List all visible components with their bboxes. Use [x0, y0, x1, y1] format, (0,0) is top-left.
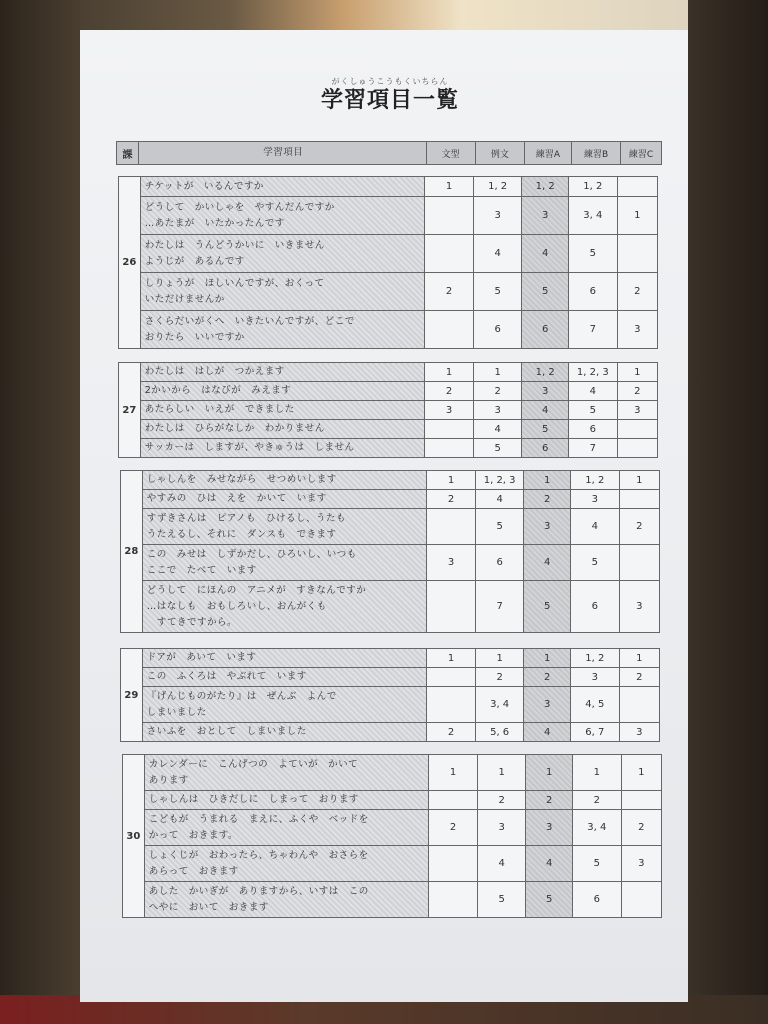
table-row — [121, 509, 660, 545]
cell-a: 6 — [522, 439, 569, 458]
cell-a: 4 — [522, 401, 569, 420]
header-renshu-c: 練習C — [621, 142, 662, 165]
cell-c: 3 — [617, 311, 657, 349]
learning-item: ドアが あいて います — [142, 649, 427, 668]
table-row — [123, 755, 662, 791]
cell-b: 1 — [572, 755, 621, 791]
header-renshu-b: 練習B — [571, 142, 620, 165]
lesson-number: 27 — [119, 363, 141, 458]
cell-b: 4 — [568, 382, 617, 401]
page-title: 学習項目一覧 — [320, 88, 459, 113]
cell-a: 5 — [522, 420, 569, 439]
cell-b: 3, 4 — [568, 197, 617, 235]
table-row — [119, 439, 658, 458]
cell-example: 1 — [477, 755, 526, 791]
cell-a: 5 — [524, 581, 571, 633]
cell-example: 1 — [475, 649, 524, 668]
cell-grammar — [429, 791, 478, 810]
cell-grammar — [425, 439, 474, 458]
cell-b: 6 — [572, 882, 621, 918]
cell-grammar — [425, 420, 474, 439]
header-table — [116, 141, 662, 165]
cell-grammar — [427, 509, 476, 545]
cell-grammar: 1 — [427, 649, 476, 668]
cell-c: 1 — [617, 197, 657, 235]
cell-b: 7 — [568, 311, 617, 349]
lesson-number: 26 — [119, 177, 141, 349]
table-row — [121, 687, 660, 723]
cell-c — [617, 420, 657, 439]
cell-b: 1, 2 — [570, 471, 619, 490]
cell-c: 2 — [621, 810, 661, 846]
table-row — [119, 311, 658, 349]
learning-item: わたしは うんどうかいに いきません ようじが あるんです — [140, 235, 425, 273]
cell-grammar — [429, 846, 478, 882]
cell-example: 5 — [475, 509, 524, 545]
cell-grammar — [427, 668, 476, 687]
cell-a: 1 — [524, 471, 571, 490]
cell-c: 2 — [619, 668, 659, 687]
cell-a: 4 — [524, 545, 571, 581]
cell-a: 3 — [524, 509, 571, 545]
background-right-edge — [688, 0, 768, 1024]
cell-b: 1, 2, 3 — [568, 363, 617, 382]
cell-example: 3 — [477, 810, 526, 846]
cell-c: 3 — [621, 846, 661, 882]
cell-example: 3 — [473, 197, 522, 235]
cell-grammar: 3 — [427, 545, 476, 581]
cell-example: 4 — [477, 846, 526, 882]
learning-item: さいふを おとして しまいました — [142, 723, 427, 742]
cell-c: 3 — [619, 723, 659, 742]
cell-grammar: 1 — [427, 471, 476, 490]
lesson-number: 29 — [121, 649, 143, 742]
learning-item: カレンダーに こんげつの よていが かいて あります — [144, 755, 429, 791]
cell-grammar: 1 — [429, 755, 478, 791]
learning-item: この みせは しずかだし、ひろいし、いつも ここで たべて います — [142, 545, 427, 581]
cell-example: 6 — [473, 311, 522, 349]
cell-c: 1 — [621, 755, 661, 791]
table-row — [119, 273, 658, 311]
cell-example: 1 — [473, 363, 522, 382]
cell-grammar: 1 — [425, 177, 474, 197]
cell-grammar: 3 — [425, 401, 474, 420]
cell-a: 5 — [522, 273, 569, 311]
table-row — [123, 791, 662, 810]
cell-a: 3 — [526, 810, 573, 846]
cell-c — [621, 791, 661, 810]
cell-example: 2 — [477, 791, 526, 810]
cell-a: 2 — [526, 791, 573, 810]
cell-c: 2 — [619, 509, 659, 545]
cell-c: 2 — [617, 382, 657, 401]
cell-a: 5 — [526, 882, 573, 918]
cell-example: 4 — [475, 490, 524, 509]
learning-item: やすみの ひは えを かいて います — [142, 490, 427, 509]
cell-example: 5 — [477, 882, 526, 918]
learning-item: 『げんじものがたり』は ぜんぶ よんで しまいました — [142, 687, 427, 723]
cell-example: 3 — [473, 401, 522, 420]
cell-b: 3 — [570, 490, 619, 509]
cell-b: 3 — [570, 668, 619, 687]
lesson-table-29 — [120, 648, 660, 742]
cell-c — [617, 177, 657, 197]
cell-grammar: 2 — [429, 810, 478, 846]
cell-grammar: 1 — [425, 363, 474, 382]
cell-example: 1, 2 — [473, 177, 522, 197]
learning-item: わたしは はしが つかえます — [140, 363, 425, 382]
cell-a: 4 — [524, 723, 571, 742]
learning-item: あたらしい いえが できました — [140, 401, 425, 420]
cell-a: 6 — [522, 311, 569, 349]
cell-b: 5 — [572, 846, 621, 882]
cell-c — [617, 439, 657, 458]
table-row — [121, 490, 660, 509]
header-example: 例文 — [475, 142, 524, 165]
cell-grammar: 2 — [425, 273, 474, 311]
learning-item: わたしは ひらがなしか わかりません — [140, 420, 425, 439]
cell-a: 2 — [524, 668, 571, 687]
cell-example: 5 — [473, 273, 522, 311]
cell-example: 1, 2, 3 — [475, 471, 524, 490]
cell-a: 1, 2 — [522, 177, 569, 197]
table-row — [121, 471, 660, 490]
cell-grammar — [427, 687, 476, 723]
cell-a: 1 — [524, 649, 571, 668]
learning-item: サッカーは しますが、やきゅうは しません — [140, 439, 425, 458]
table-row — [119, 401, 658, 420]
lesson-number: 28 — [121, 471, 143, 633]
cell-c: 3 — [617, 401, 657, 420]
learning-item: しゃしんを みせながら せつめいします — [142, 471, 427, 490]
cell-a: 4 — [522, 235, 569, 273]
cell-a: 3 — [524, 687, 571, 723]
cell-b: 3, 4 — [572, 810, 621, 846]
lesson-table-30 — [122, 754, 662, 918]
cell-example: 7 — [475, 581, 524, 633]
cell-example: 2 — [475, 668, 524, 687]
learning-item: こどもが うまれる まえに、ふくや ベッドを かって おきます。 — [144, 810, 429, 846]
title-block — [300, 76, 480, 114]
cell-example: 4 — [473, 420, 522, 439]
table-row — [123, 810, 662, 846]
cell-a: 1 — [526, 755, 573, 791]
cell-example: 5, 6 — [475, 723, 524, 742]
learning-item: 2かいから はなびが みえます — [140, 382, 425, 401]
table-row — [119, 363, 658, 382]
cell-b: 6 — [570, 581, 619, 633]
table-row — [123, 846, 662, 882]
cell-example: 6 — [475, 545, 524, 581]
cell-c — [619, 687, 659, 723]
background-left-edge — [0, 0, 80, 1024]
cell-c — [617, 235, 657, 273]
cell-c — [621, 882, 661, 918]
table-row — [119, 382, 658, 401]
table-row — [121, 649, 660, 668]
cell-example: 4 — [473, 235, 522, 273]
table-row — [121, 545, 660, 581]
cell-b: 2 — [572, 791, 621, 810]
table-row — [121, 581, 660, 633]
header-grammar: 文型 — [426, 142, 475, 165]
cell-b: 6 — [568, 273, 617, 311]
table-row — [119, 420, 658, 439]
cell-c: 2 — [617, 273, 657, 311]
cell-c: 3 — [619, 581, 659, 633]
table-row — [123, 882, 662, 918]
lesson-number: 30 — [123, 755, 145, 918]
lesson-table-27 — [118, 362, 658, 458]
cell-c: 1 — [619, 649, 659, 668]
learning-item: チケットが いるんですか — [140, 177, 425, 197]
header-renshu-a: 練習A — [524, 142, 571, 165]
learning-item: さくらだいがくへ いきたいんですが、どこで おりたら いいですか — [140, 311, 425, 349]
lesson-table-28 — [120, 470, 660, 633]
header-row — [117, 142, 662, 165]
cell-grammar — [427, 581, 476, 633]
cell-a: 1, 2 — [522, 363, 569, 382]
cell-c — [619, 490, 659, 509]
cell-b: 6, 7 — [570, 723, 619, 742]
cell-example: 2 — [473, 382, 522, 401]
table-row — [121, 723, 660, 742]
cell-b: 6 — [568, 420, 617, 439]
cell-grammar — [425, 235, 474, 273]
table-row — [121, 668, 660, 687]
cell-example: 3, 4 — [475, 687, 524, 723]
table-row — [119, 235, 658, 273]
learning-item: どうして にほんの アニメが すきなんですか …はなしも おもしろいし、おんがくも すてきですから。 — [142, 581, 427, 633]
learning-item: すずきさんは ピアノも ひけるし、うたも うたえるし、それに ダンスも できます — [142, 509, 427, 545]
cell-c — [619, 545, 659, 581]
learning-item: しゃしんは ひきだしに しまって おります — [144, 791, 429, 810]
cell-b: 4, 5 — [570, 687, 619, 723]
cell-a: 2 — [524, 490, 571, 509]
cell-c: 1 — [619, 471, 659, 490]
cell-a: 4 — [526, 846, 573, 882]
cell-a: 3 — [522, 197, 569, 235]
table-row — [119, 177, 658, 197]
learning-item: しょくじが おわったら、ちゃわんや おさらを あらって おきます — [144, 846, 429, 882]
header-lesson: 課 — [117, 142, 139, 165]
cell-example: 5 — [473, 439, 522, 458]
cell-b: 4 — [570, 509, 619, 545]
learning-item: どうして かいしゃを やすんだんですか …あたまが いたかったんです — [140, 197, 425, 235]
cell-b: 1, 2 — [570, 649, 619, 668]
cell-grammar — [425, 197, 474, 235]
cell-grammar — [425, 311, 474, 349]
header-item: 学習項目 — [138, 142, 426, 165]
cell-b: 5 — [568, 401, 617, 420]
cell-grammar — [429, 882, 478, 918]
learning-item: あした かいぎが ありますから、いすは この へやに おいて おきます — [144, 882, 429, 918]
table-row — [119, 197, 658, 235]
cell-c: 1 — [617, 363, 657, 382]
cell-grammar: 2 — [427, 723, 476, 742]
cell-b: 7 — [568, 439, 617, 458]
cell-b: 5 — [568, 235, 617, 273]
learning-item: しりょうが ほしいんですが、おくって いただけませんか — [140, 273, 425, 311]
cell-grammar: 2 — [425, 382, 474, 401]
cell-b: 5 — [570, 545, 619, 581]
title-ruby: がくしゅうこうもくいちらん — [331, 77, 449, 86]
cell-grammar: 2 — [427, 490, 476, 509]
learning-item: この ふくろは やぶれて います — [142, 668, 427, 687]
cell-b: 1, 2 — [568, 177, 617, 197]
cell-a: 3 — [522, 382, 569, 401]
lesson-table-26 — [118, 176, 658, 349]
